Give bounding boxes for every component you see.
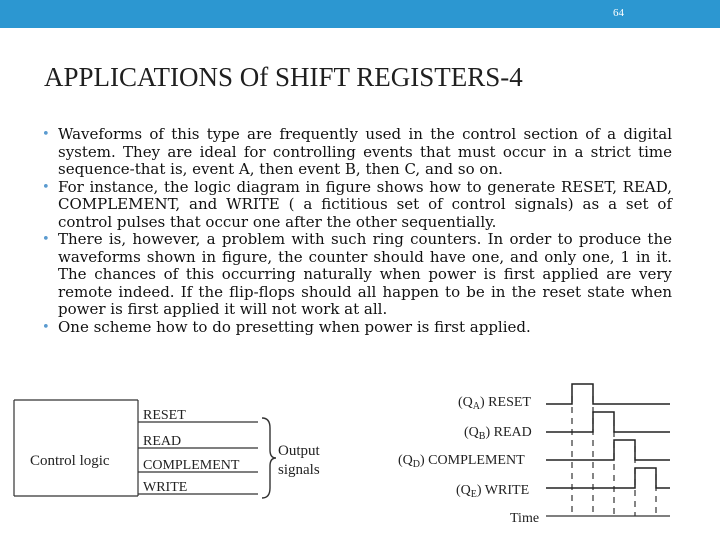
signal-label-read: READ <box>143 434 182 449</box>
waveform-label-read: $(Q_B)$ READ <box>464 425 532 442</box>
waveform-write <box>546 468 670 488</box>
control-logic-label: Control logic <box>30 453 110 469</box>
control-logic-block <box>14 400 138 496</box>
bullet-text: There is, however, a problem with such ring counters. In order to produce the waveforms shown in figure, the counter should have one, and only one, 1 in it. The chances of this occurring naturally when power is first applied are very remote indeed. If the flip-flops should all happen to be in the reset state when power is first applied it will not work at all. <box>58 230 672 318</box>
bullet-text: One scheme how to do presetting when power is first applied. <box>58 317 531 336</box>
bullet-icon: • <box>42 232 50 247</box>
waveform-reset <box>546 384 670 404</box>
signal-label-write: WRITE <box>143 480 188 495</box>
slide-title: APPLICATIONS Of SHIFT REGISTERS-4 <box>44 62 523 92</box>
control-logic-diagram <box>0 378 720 540</box>
bullet-text: For instance, the logic diagram in figure shows how to generate RESET, READ, COMPLEMENT, and WRITE ( a fictitious set of control signals) as a set of control pulses that occur one after the other sequentially. <box>58 177 672 231</box>
output-label-line2: signals <box>278 462 320 478</box>
waveform-read <box>546 412 670 432</box>
signal-label-complement: COMPLEMENT <box>143 458 240 473</box>
signal-label-reset: RESET <box>143 408 186 423</box>
output-label-line1: Output <box>278 443 320 459</box>
bullet-icon: • <box>42 127 50 142</box>
top-bar <box>0 0 720 28</box>
bullet-icon: • <box>42 319 50 335</box>
page-number: 64 <box>613 7 624 19</box>
bullet-list <box>42 126 672 336</box>
waveform-label-reset: $(Q_A)$ RESET <box>458 395 531 412</box>
waveform-complement <box>546 440 670 460</box>
waveform-label-write: $(Q_E)$ WRITE <box>456 483 530 500</box>
output-brace <box>262 418 276 498</box>
bullet-item <box>42 126 672 179</box>
bullet-item <box>42 179 672 232</box>
bullet-text: Waveforms of this type are frequently used in the control section of a digital system. They are ideal for controlling events that must occur in a strict time sequence-that is, event A, then event B, then C, and so on. <box>58 125 672 178</box>
bullet-icon: • <box>42 179 50 195</box>
bullet-item <box>42 231 672 319</box>
time-label: Time <box>510 511 540 526</box>
bullet-item <box>42 319 672 337</box>
waveform-label-complement: $(Q_D)$ COMPLEMENT <box>398 453 525 470</box>
waveform-group <box>546 384 670 488</box>
